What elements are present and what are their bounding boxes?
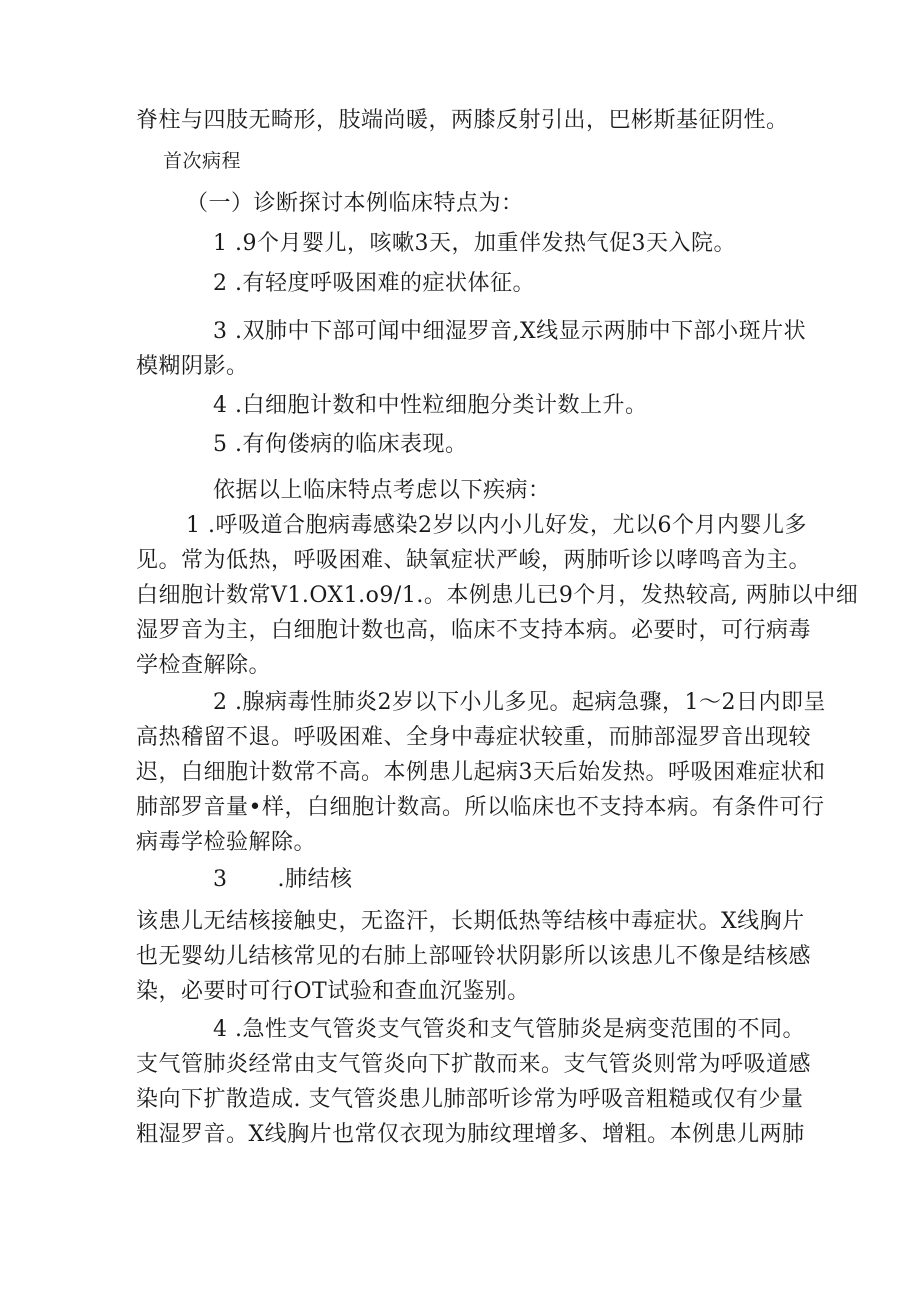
paragraph-line: 也无婴幼儿结核常见的右肺上部哑铃状阴影所以该患儿不像是结核感 bbox=[136, 944, 812, 969]
subsection-heading: （一）诊断探讨本例临床特点为： bbox=[186, 191, 524, 216]
paragraph-line: 学检查解除。 bbox=[136, 653, 272, 678]
paragraph-line: 染，必要时可行OT试验和查血沉鉴别。 bbox=[136, 979, 530, 1004]
paragraph-line: 脊柱与四肢无畸形，肢端尚暖，两膝反射引出，巴彬斯基征阴性。 bbox=[136, 108, 789, 133]
list-number: 3 bbox=[213, 867, 228, 892]
list-item: 1 .9个月婴儿，咳嗽3天，加重伴发热气促3天入院。 bbox=[213, 231, 736, 256]
list-item: 1 .呼吸道合胞病毒感染2岁以内小儿好发，尤以6个月内婴儿多 bbox=[186, 513, 807, 538]
paragraph-line: 染向下扩散造成. 支气管炎患儿肺部听诊常为呼吸音粗糙或仅有少量 bbox=[136, 1087, 804, 1112]
paragraph-line: 粗湿罗音。X线胸片也常仅衣现为肺纹理增多、增粗。本例患儿两肺 bbox=[136, 1122, 805, 1147]
paragraph-line: 肺部罗音量•样，白细胞计数高。所以临床也不支持本病。有条件可行 bbox=[136, 795, 825, 820]
paragraph-line: 依据以上临床特点考虑以下疾病： bbox=[213, 478, 551, 503]
list-item bbox=[213, 866, 353, 894]
paragraph-line: 见。常为低热，呼吸困难、缺氧症状严峻，两肺听诊以哮鸣音为主。 bbox=[136, 548, 812, 573]
list-item: 2 .有轻度呼吸困难的症状体征。 bbox=[213, 271, 535, 296]
list-item-title: .肺结核 bbox=[277, 867, 353, 892]
paragraph-line: 白细胞计数常V1.OX1.o9/1.。本例患儿已9个月，发热较高, 两肺以中细 bbox=[136, 583, 859, 608]
paragraph-line: 支气管肺炎经常由支气管炎向下扩散而来。支气管炎则常为呼吸道感 bbox=[136, 1052, 812, 1077]
paragraph-line: 该患儿无结核接触史，无盗汗，长期低热等结核中毒症状。X线胸片 bbox=[136, 909, 805, 934]
paragraph-line: 高热稽留不退。呼吸困难、全身中毒症状较重，而肺部湿罗音出现较 bbox=[136, 725, 812, 750]
list-item: 3 .双肺中下部可闻中细湿罗音,X线显示两肺中下部小斑片状 bbox=[213, 319, 807, 344]
list-item: 4 .急性支气管炎支气管炎和支气管肺炎是病变范围的不同。 bbox=[213, 1017, 805, 1042]
section-heading: 首次病程 bbox=[163, 150, 242, 172]
paragraph-line: 迟，白细胞计数常不高。本例患儿起病3天后始发热。呼吸困难症状和 bbox=[136, 760, 826, 785]
paragraph-line: 病毒学检验解除。 bbox=[136, 830, 317, 855]
paragraph-line: 模糊阴影。 bbox=[136, 354, 249, 379]
list-item: 2 .腺病毒性肺炎2岁以下小儿多见。起病急骤，1～2日内即呈 bbox=[213, 690, 826, 715]
paragraph-line: 湿罗音为主，白细胞计数也高，临床不支持本病。必要时，可行病毒 bbox=[136, 618, 812, 643]
list-item: 4 .白细胞计数和中性粒细胞分类计数上升。 bbox=[213, 393, 648, 418]
list-item: 5 .有佝偻病的临床表现。 bbox=[213, 432, 468, 457]
